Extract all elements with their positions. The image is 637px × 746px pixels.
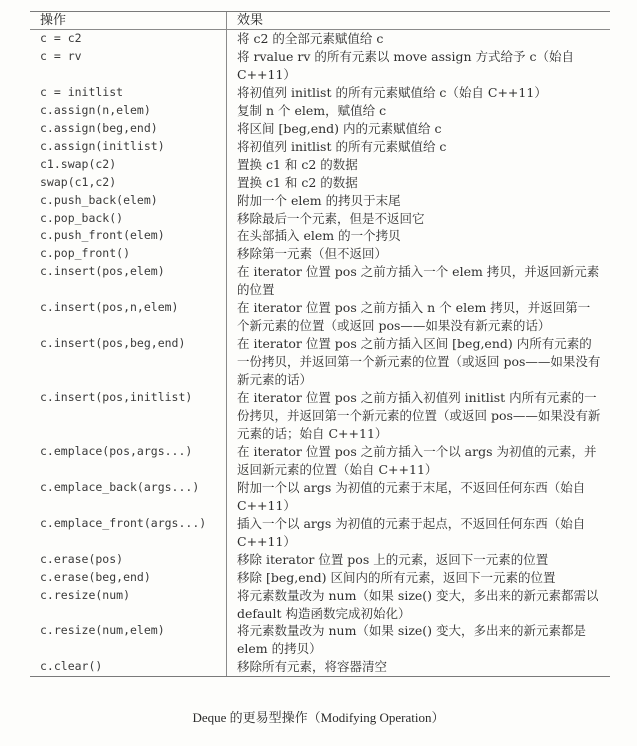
operation-cell: c.pop_front() bbox=[30, 245, 227, 263]
operation-cell: c.erase(pos) bbox=[30, 551, 227, 569]
table-row bbox=[30, 587, 610, 623]
effect-cell: 在头部插入 elem 的一个拷贝 bbox=[237, 228, 401, 244]
table-row bbox=[30, 227, 610, 245]
effect-cell: 附加一个 elem 的拷贝于末尾 bbox=[237, 192, 401, 208]
table-row bbox=[30, 622, 610, 658]
operation-cell: c = c2 bbox=[30, 30, 227, 48]
operation-cell: c.emplace_front(args...) bbox=[30, 515, 227, 551]
operation-cell: c.insert(pos,n,elem) bbox=[30, 299, 227, 335]
header-effect: 效果 bbox=[237, 13, 264, 28]
table-caption: Deque 的更易型操作（Modifying Operation） bbox=[192, 710, 445, 725]
table-row bbox=[30, 515, 610, 551]
table-row bbox=[30, 138, 610, 156]
operation-cell: c = rv bbox=[30, 48, 227, 84]
effect-cell: 移除最后一个元素，但是不返回它 bbox=[237, 210, 425, 226]
operation-cell: c.push_back(elem) bbox=[30, 192, 227, 210]
effect-cell: 将元素数量改为 num（如果 size() 变大，多出来的新元素都是 elem 的拷贝） bbox=[237, 623, 587, 657]
operation-cell: c.push_front(elem) bbox=[30, 227, 227, 245]
operation-cell: c.emplace(pos,args...) bbox=[30, 443, 227, 479]
operation-cell: c.assign(beg,end) bbox=[30, 120, 227, 138]
operation-cell: c.resize(num,elem) bbox=[30, 622, 227, 658]
table-row bbox=[30, 569, 610, 587]
table-row bbox=[30, 299, 610, 335]
operation-cell: c.resize(num) bbox=[30, 587, 227, 623]
table-row bbox=[30, 263, 610, 299]
operation-cell: c.insert(pos,beg,end) bbox=[30, 335, 227, 389]
effect-cell: 置换 c1 和 c2 的数据 bbox=[237, 156, 358, 172]
operation-cell: c.assign(initlist) bbox=[30, 138, 227, 156]
table-row bbox=[30, 48, 610, 84]
effect-cell: 在 iterator 位置 pos 之前方插入初值列 initlist 内所有元素的一份拷贝，并返回第一个新元素的位置（或返回 pos——如果没有新元素的话；始自 C++11） bbox=[237, 390, 601, 441]
header-operation: 操作 bbox=[30, 12, 227, 29]
modifying-operations-table bbox=[30, 11, 610, 677]
table-row bbox=[30, 102, 610, 120]
effect-cell: 在 iterator 位置 pos 之前方插入一个以 args 为初值的元素，并返回新元素的位置（始自 C++11） bbox=[237, 443, 597, 477]
effect-cell: 将区间 [beg,end) 内的元素赋值给 c bbox=[237, 120, 442, 136]
effect-cell: 将初值列 initlist 的所有元素赋值给 c bbox=[237, 138, 447, 154]
effect-cell: 在 iterator 位置 pos 之前方插入一个 elem 拷贝，并返回新元素的位置 bbox=[237, 264, 600, 298]
effect-cell: 复制 n 个 elem，赋值给 c bbox=[237, 102, 387, 118]
operation-cell: c = initlist bbox=[30, 84, 227, 102]
effect-cell: 将初值列 initlist 的所有元素赋值给 c（始自 C++11） bbox=[237, 84, 547, 100]
operation-cell: swap(c1,c2) bbox=[30, 174, 227, 192]
table-row bbox=[30, 120, 610, 138]
effect-cell: 插入一个以 args 为初值的元素于起点，不返回任何东西（始自 C++11） bbox=[237, 515, 586, 549]
table-row bbox=[30, 479, 610, 515]
operation-cell: c.erase(beg,end) bbox=[30, 569, 227, 587]
operation-cell: c.assign(n,elem) bbox=[30, 102, 227, 120]
effect-cell: 附加一个以 args 为初值的元素于末尾，不返回任何东西（始自 C++11） bbox=[237, 479, 586, 513]
table-row bbox=[30, 210, 610, 228]
table-row bbox=[30, 30, 610, 48]
table-row bbox=[30, 192, 610, 210]
effect-cell: 将元素数量改为 num（如果 size() 变大，多出来的新元素都需以 default 构造函数完成初始化） bbox=[237, 587, 599, 621]
effect-cell: 移除第一元素（但不返回） bbox=[237, 246, 388, 262]
effect-cell: 移除所有元素，将容器清空 bbox=[237, 659, 388, 675]
effect-cell: 移除 iterator 位置 pos 上的元素，返回下一元素的位置 bbox=[237, 551, 549, 567]
table-row bbox=[30, 156, 610, 174]
operation-cell: c.insert(pos,initlist) bbox=[30, 389, 227, 443]
table-body bbox=[30, 30, 610, 676]
effect-cell: 将 c2 的全部元素赋值给 c bbox=[237, 31, 384, 46]
effect-cell: 移除 [beg,end) 区间内的所有元素，返回下一元素的位置 bbox=[237, 569, 556, 585]
table-row bbox=[30, 174, 610, 192]
table-row bbox=[30, 443, 610, 479]
table-row bbox=[30, 245, 610, 263]
table-header-row bbox=[30, 12, 610, 30]
operation-cell: c.insert(pos,elem) bbox=[30, 263, 227, 299]
effect-cell: 置换 c1 和 c2 的数据 bbox=[237, 174, 358, 190]
table-row bbox=[30, 335, 610, 389]
table-row bbox=[30, 658, 610, 676]
table-row bbox=[30, 551, 610, 569]
effect-cell: 在 iterator 位置 pos 之前方插入 n 个 elem 拷贝，并返回第一个新元素的位置（或返回 pos——如果没有新元素的话） bbox=[237, 300, 591, 334]
effect-cell: 在 iterator 位置 pos 之前方插入区间 [beg,end) 内所有元素的一份拷贝，并返回第一个新元素的位置（或返回 pos——如果没有新元素的话） bbox=[237, 336, 601, 388]
operation-cell: c.pop_back() bbox=[30, 210, 227, 228]
table-row bbox=[30, 389, 610, 443]
operation-cell: c1.swap(c2) bbox=[30, 156, 227, 174]
operation-cell: c.clear() bbox=[30, 658, 227, 676]
effect-cell: 将 rvalue rv 的所有元素以 move assign 方式给予 c（始自 C++11） bbox=[237, 48, 574, 82]
operation-cell: c.emplace_back(args...) bbox=[30, 479, 227, 515]
table-row bbox=[30, 84, 610, 102]
